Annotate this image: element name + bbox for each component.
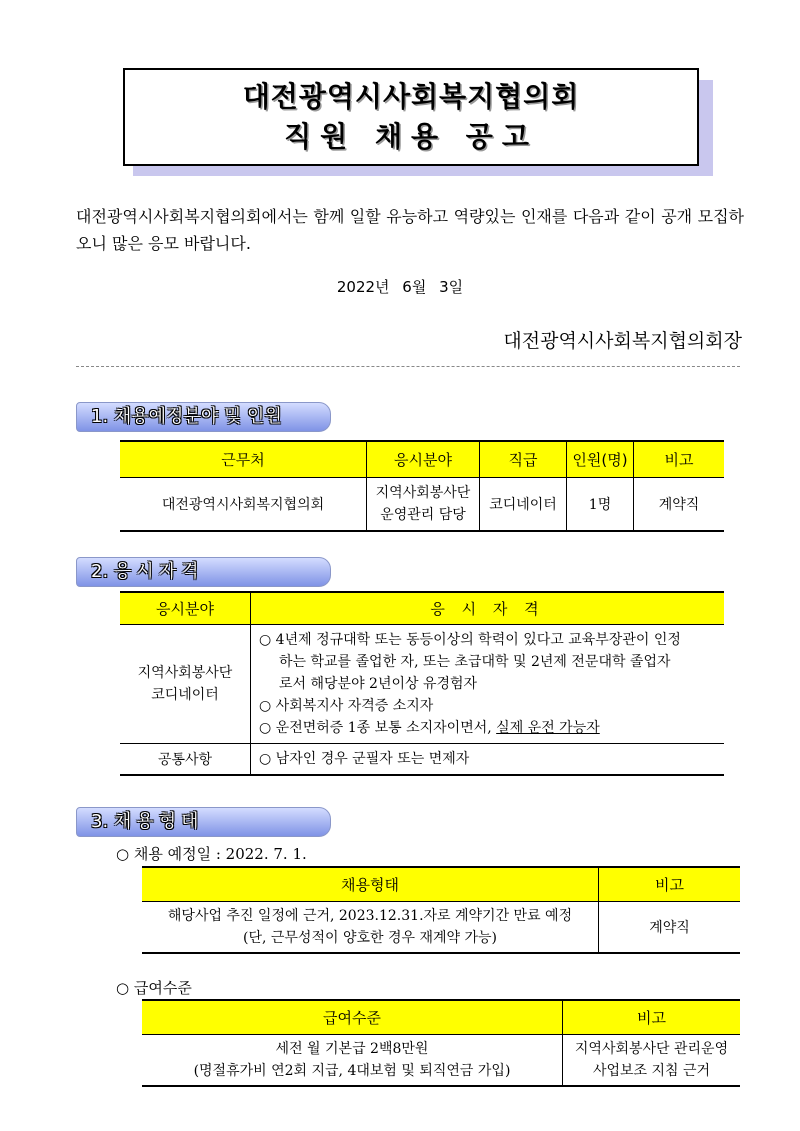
qual-item-2: ○ 사회복지사 자격증 소지자 bbox=[259, 697, 434, 714]
start-date: ○ 채용 예정일 : 2022. 7. 1. bbox=[116, 845, 307, 863]
employment-type-line1: 해당사업 추진 일정에 근거, 2023.12.31.자로 계약기간 만료 예정 bbox=[167, 907, 573, 924]
qual-item-1-line1: ○ 4년제 정규대학 또는 동등이상의 학력이 있다고 교육부장관이 인정 bbox=[259, 631, 681, 648]
cell-count: 1명 bbox=[567, 477, 634, 531]
col-employment-type: 채용형태 bbox=[142, 867, 599, 901]
cell-workplace: 대전광역시사회복지협의회 bbox=[120, 477, 367, 531]
cell-field bbox=[367, 477, 480, 531]
title-box bbox=[123, 68, 699, 166]
qual-item-3-prefix: ○ 운전면허증 1종 보통 소지자이면서, bbox=[259, 719, 497, 736]
col-qualification: 응 시 자 격 bbox=[251, 592, 725, 624]
col-salary: 급여수준 bbox=[142, 1000, 563, 1034]
salary-line2: (명절휴가비 연2회 지급, 4대보험 및 퇴직연금 가입) bbox=[193, 1062, 511, 1079]
announcement-date: 2022년 6월 3일 bbox=[336, 278, 464, 296]
section-2-heading-text: 응시자격 bbox=[113, 561, 204, 582]
salary-label: ○ 급여수준 bbox=[116, 979, 192, 997]
employment-type-detail bbox=[142, 901, 599, 953]
section-1-heading bbox=[76, 402, 331, 432]
col-count: 인원(명) bbox=[567, 441, 634, 477]
section-3-heading-text: 채용형태 bbox=[113, 811, 204, 832]
qual-item-1-line2: 하는 학교를 졸업한 자, 또는 초급대학 및 2년제 전문대학 졸업자 bbox=[279, 653, 671, 670]
salary-note-line2: 사업보조 지침 근거 bbox=[592, 1062, 711, 1079]
qual-item-1-line3: 로서 해당분야 2년이상 유경험자 bbox=[279, 675, 478, 692]
qual-item-3 bbox=[259, 717, 716, 739]
salary-note bbox=[563, 1034, 741, 1086]
salary-line1: 세전 월 기본급 2백8만원 bbox=[275, 1040, 429, 1057]
dashed-divider bbox=[76, 366, 740, 367]
section-3-heading-num: 3. bbox=[91, 811, 109, 832]
section-3-heading bbox=[76, 807, 331, 837]
col-note: 비고 bbox=[634, 441, 725, 477]
qual-field bbox=[120, 624, 251, 743]
section-1-heading-text: 1. 채용예정분야 및 인원 bbox=[91, 406, 282, 427]
salary-table bbox=[142, 999, 740, 1087]
col-apply-field: 응시분야 bbox=[120, 592, 251, 624]
qualification-table bbox=[120, 591, 724, 776]
cell-field-line2: 운영관리 담당 bbox=[380, 506, 466, 523]
col-rank: 직급 bbox=[480, 441, 567, 477]
employment-type-table bbox=[142, 866, 740, 954]
salary-detail bbox=[142, 1034, 563, 1086]
qual-items bbox=[251, 624, 725, 743]
common-text: ○ 남자인 경우 군필자 또는 면제자 bbox=[251, 743, 725, 775]
col-type-note: 비고 bbox=[599, 867, 741, 901]
qual-item-3-underlined: 실제 운전 가능자 bbox=[496, 719, 600, 736]
common-label: 공통사항 bbox=[120, 743, 251, 775]
section-2-heading bbox=[76, 557, 331, 587]
employment-type-note: 계약직 bbox=[599, 901, 741, 953]
title-line-1: 대전광역시사회복지협의회 bbox=[242, 80, 580, 113]
cell-note: 계약직 bbox=[634, 477, 725, 531]
title-line-2: 직원 채용 공고 bbox=[284, 120, 538, 153]
col-workplace: 근무처 bbox=[120, 441, 367, 477]
qual-field-line2: 코디네이터 bbox=[151, 686, 219, 703]
cell-field-line1: 지역사회봉사단 bbox=[375, 484, 471, 501]
salary-note-line1: 지역사회봉사단 관리운영 bbox=[574, 1040, 729, 1057]
col-salary-note: 비고 bbox=[563, 1000, 741, 1034]
col-field: 응시분야 bbox=[367, 441, 480, 477]
recruitment-table bbox=[120, 440, 724, 532]
employment-type-line2: (단, 근무성적이 양호한 경우 재계약 가능) bbox=[242, 929, 497, 946]
signer: 대전광역시사회복지협의회장 bbox=[503, 330, 742, 352]
cell-rank: 코디네이터 bbox=[480, 477, 567, 531]
section-2-heading-num: 2. bbox=[91, 561, 109, 582]
qual-field-line1: 지역사회봉사단 bbox=[137, 664, 233, 681]
intro-paragraph: 대전광역시사회복지협의회에서는 함께 일할 유능하고 역량있는 인재를 다음과 같이 공개 모집하오니 많은 응모 바랍니다. bbox=[76, 207, 744, 253]
